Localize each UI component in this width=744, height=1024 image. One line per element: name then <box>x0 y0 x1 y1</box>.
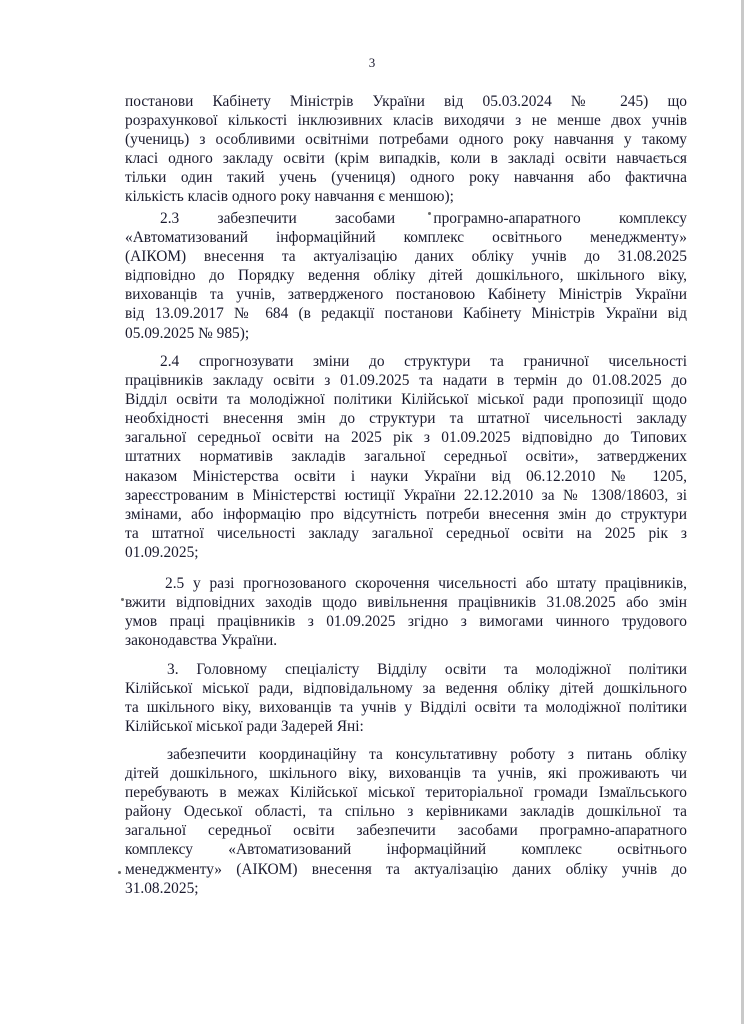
text-line: Кілійської міської ради Задерей Яні: <box>125 718 364 736</box>
scan-speck <box>121 598 124 601</box>
text-line: дітей дошкільного, шкільного віку, вихованців та учнів, які проживають чи <box>125 765 687 783</box>
text-line: 2.5 у разі прогнозованого скорочення чисельності або штату працівників, <box>165 575 687 592</box>
text-line: вихованців та учнів, затвердженого постановою Кабінету Міністрів України <box>125 286 687 304</box>
text-line: наказом Міністерства освіти і науки України від 06.12.2010 № 1205, <box>125 467 687 485</box>
page-number: 3 <box>368 55 376 70</box>
text-line: змінами, або інформацію про відсутність потреби внесення змін до структури <box>125 505 687 523</box>
text-line: Кілійської міської ради, відповідальному за ведення обліку дітей дошкільного <box>125 680 687 698</box>
text-line: (АІКОМ) внесення та актуалізацію даних обліку учнів до 31.08.2025 <box>125 248 687 266</box>
text-line: штатних нормативів закладів загальної середньої освіти», затверджених <box>125 448 687 466</box>
text-line: 2.3 забезпечити засобами програмно-апаратного комплексу <box>160 210 687 227</box>
text-line: працівників закладу освіти з 01.09.2025 та надати в термін до 01.08.2025 до <box>125 372 687 390</box>
text-line: необхідності внесення змін до структури та штатної чисельності закладу <box>125 410 687 428</box>
text-line: кількість класів одного року навчання є меншою); <box>125 188 454 206</box>
text-line: 2.4 спрогнозувати зміни до структури та граничної чисельності <box>160 353 687 370</box>
text-line: комплексу «Автоматизований інформаційний комплекс освітнього <box>125 841 687 859</box>
text-line: класі одного закладу освіти (крім випадків, коли в закладі освіти навчається <box>125 150 687 168</box>
text-line: забезпечити координаційну та консультативну роботу з питань обліку <box>167 746 687 763</box>
text-line: тільки один такий учень (учениця) одного року навчання або фактична <box>125 169 687 187</box>
paragraph-3 <box>125 660 687 736</box>
text-line: «Автоматизований інформаційний комплекс освітнього менеджменту» <box>125 229 687 247</box>
text-line: 05.09.2025 № 985); <box>125 324 250 342</box>
text-line: відповідно до Порядку ведення обліку дітей дошкільного, шкільного віку, <box>125 267 687 285</box>
text-line: 01.09.2025; <box>125 543 199 561</box>
text-line: Відділ освіти та молодіжної політики Кілійської міської ради пропозиції щодо <box>125 391 687 409</box>
text-line: постанови Кабінету Міністрів України від 05.03.2024 № 245) що <box>125 93 687 110</box>
text-line: законодавства України. <box>125 632 278 650</box>
text-line: від 13.09.2017 № 684 (в редакції постанови Кабінету Міністрів України від <box>125 305 687 323</box>
paragraph-2-3 <box>125 209 687 343</box>
text-line: (учениць) з особливими освітніми потребами одного року навчання у такому <box>125 131 687 149</box>
text-line: зареєстрованим в Міністерстві юстиції України 22.12.2010 за № 1308/18603, зі <box>125 486 687 504</box>
text-line: перебувають в межах Кілійської міської територіальної громади Ізмаїльського <box>125 784 687 802</box>
text-line: району Одеської області, та спільно з керівниками закладів дошкільної та <box>125 803 687 821</box>
text-line: загальної середньої освіти на 2025 рік з 01.09.2025 відповідно до Типових <box>125 429 687 447</box>
paragraph-2-5 <box>125 574 687 650</box>
paragraph-3-task <box>125 745 687 898</box>
text-line: розрахункової кількості інклюзивних класів виходячи з не менше двох учнів <box>125 112 687 130</box>
text-line: умов праці працівників з 01.09.2025 згідно з вимогами чинного трудового <box>125 613 687 631</box>
paragraph-continuation <box>125 92 687 207</box>
text-line: вжити відповідних заходів щодо вивільнення працівників 31.08.2025 або змін <box>125 594 687 612</box>
text-line: та шкільного віку, вихованців та учнів у Відділі освіти та молодіжної політики <box>125 699 687 717</box>
scan-speck <box>118 871 121 874</box>
text-line: менеджменту» (АІКОМ) внесення та актуалізацію даних обліку учнів до <box>125 860 687 878</box>
text-line: 3. Головному спеціалісту Відділу освіти та молодіжної політики <box>167 661 687 678</box>
paragraph-2-4 <box>125 352 687 562</box>
text-line: загальної середньої освіти забезпечити засобами програмно-апаратного <box>125 822 687 840</box>
text-line: 31.08.2025; <box>125 879 199 897</box>
text-line: та штатної чисельності закладу загальної середньої освіти на 2025 рік з <box>125 524 687 542</box>
